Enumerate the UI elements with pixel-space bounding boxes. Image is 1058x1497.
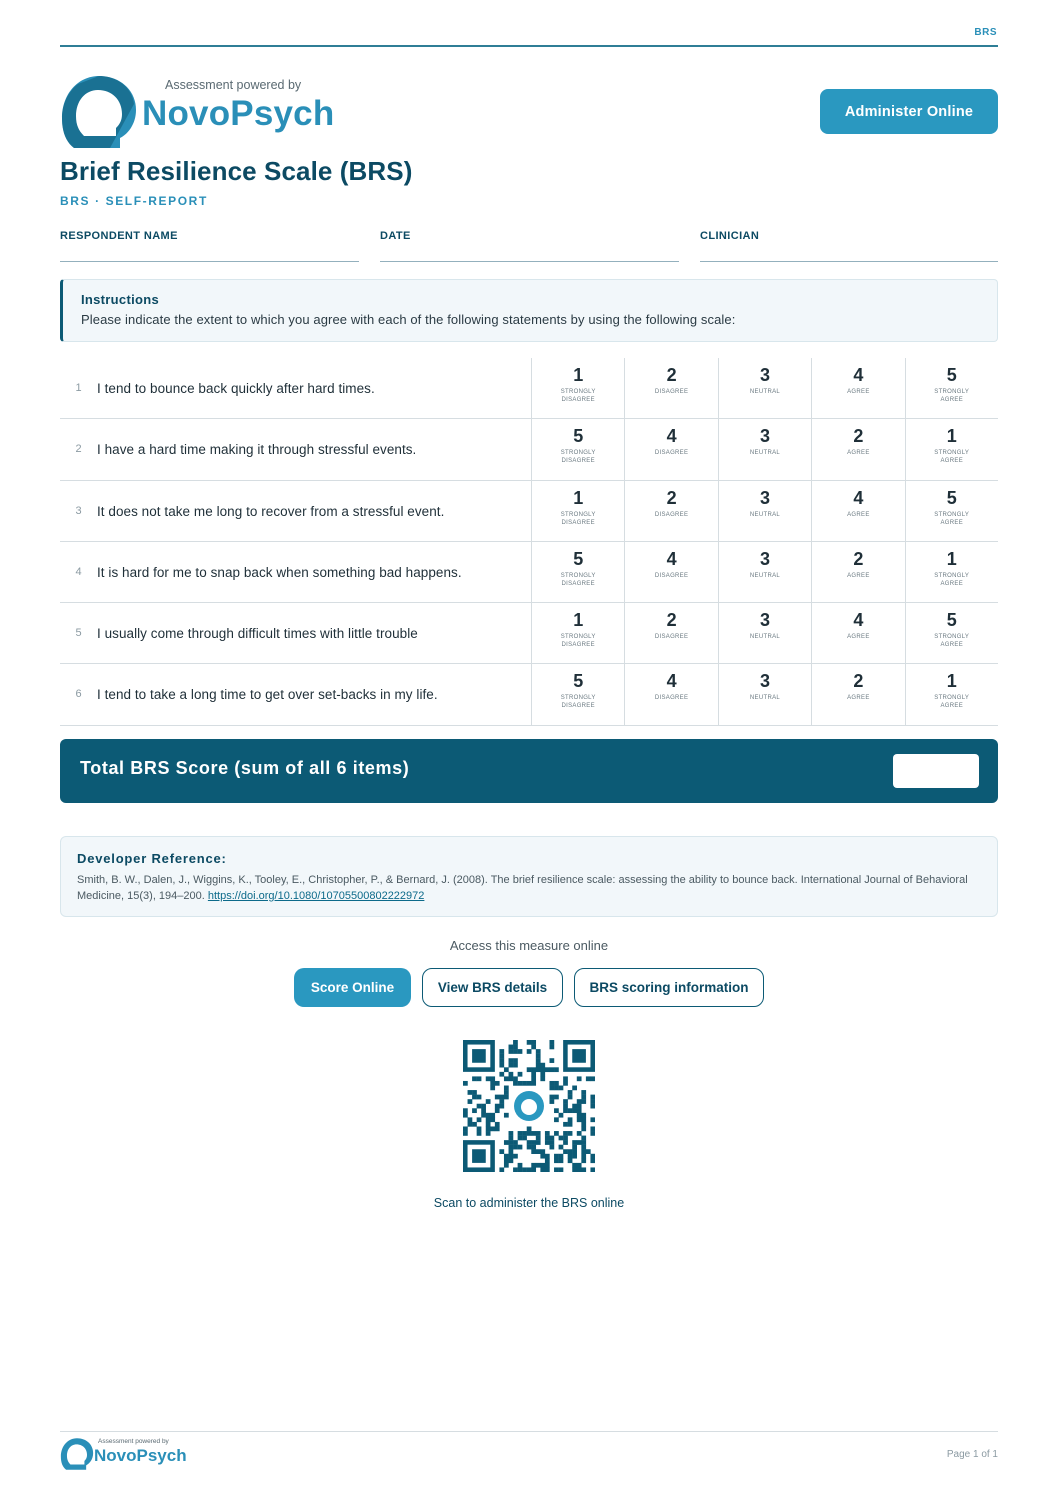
item-statement: I tend to bounce back quickly after hard times. xyxy=(97,381,375,396)
instructions-heading: Instructions xyxy=(81,292,159,307)
option-value: 1 xyxy=(573,610,584,631)
table-row xyxy=(60,358,998,419)
reference-doi-link[interactable]: https://doi.org/10.1080/10705500802222972 xyxy=(207,890,425,902)
score-online-button[interactable]: Score Online xyxy=(294,968,411,1007)
option-value: 2 xyxy=(666,487,677,508)
table-row xyxy=(60,542,998,603)
item-number: 6 xyxy=(75,688,82,701)
option-value: 3 xyxy=(759,671,770,692)
footer-logo xyxy=(60,1437,190,1473)
option-label: DISAGREE xyxy=(654,572,689,579)
item-number: 2 xyxy=(75,443,82,456)
table-row xyxy=(60,603,998,664)
option-value: 5 xyxy=(573,671,584,692)
option-label: AGREE xyxy=(847,389,870,395)
response-option[interactable] xyxy=(718,419,811,479)
table-row xyxy=(60,481,998,542)
respondent-name-label: RESPONDENT NAME xyxy=(60,230,178,242)
item-statement: It is hard for me to snap back when something bad happens. xyxy=(97,564,462,580)
option-value: 1 xyxy=(573,365,584,385)
response-option[interactable] xyxy=(624,358,717,418)
option-label: STRONGLY AGREE xyxy=(934,450,970,465)
response-option[interactable] xyxy=(718,481,811,541)
option-value: 3 xyxy=(759,365,770,385)
response-option[interactable] xyxy=(811,419,904,479)
page-subtitle: BRS · SELF-REPORT xyxy=(60,194,208,208)
response-option[interactable] xyxy=(811,358,904,418)
option-value: 4 xyxy=(853,487,864,508)
option-value: 1 xyxy=(946,671,957,692)
table-row xyxy=(60,419,998,480)
response-option[interactable] xyxy=(624,542,717,602)
footer-divider xyxy=(60,1431,998,1432)
option-value: 2 xyxy=(853,671,864,692)
footer-powered-by: Assessment powered by xyxy=(98,1438,169,1445)
page-number: Page 1 of 1 xyxy=(946,1449,998,1460)
response-option[interactable] xyxy=(531,419,624,479)
option-label: STRONGLY DISAGREE xyxy=(560,634,596,649)
response-option[interactable] xyxy=(905,358,998,418)
response-option[interactable] xyxy=(811,481,904,541)
response-option[interactable] xyxy=(905,481,998,541)
access-online-heading: Access this measure online xyxy=(449,938,609,953)
reference-heading: Developer Reference: xyxy=(77,851,227,866)
option-label: STRONGLY AGREE xyxy=(934,572,970,587)
item-statement: I usually come through difficult times with little trouble xyxy=(97,626,418,642)
page-title: Brief Resilience Scale (BRS) xyxy=(60,156,413,186)
developer-reference xyxy=(60,836,998,917)
date-label: DATE xyxy=(380,230,411,242)
option-label: STRONGLY AGREE xyxy=(934,511,970,526)
response-option[interactable] xyxy=(811,542,904,602)
item-number: 1 xyxy=(75,382,82,394)
total-score-bar xyxy=(60,739,998,803)
option-label: STRONGLY DISAGREE xyxy=(560,572,596,587)
response-option[interactable] xyxy=(531,542,624,602)
table-row xyxy=(60,664,998,725)
response-option[interactable] xyxy=(905,542,998,602)
response-option[interactable] xyxy=(718,542,811,602)
response-option[interactable] xyxy=(718,603,811,663)
option-label: DISAGREE xyxy=(654,634,689,641)
option-label: STRONGLY DISAGREE xyxy=(560,389,596,403)
option-label: STRONGLY DISAGREE xyxy=(560,695,596,710)
option-value: 3 xyxy=(759,487,770,508)
response-option[interactable] xyxy=(624,664,717,724)
option-label: DISAGREE xyxy=(654,450,689,457)
header-divider xyxy=(60,45,998,47)
option-value: 2 xyxy=(853,548,864,569)
response-option[interactable] xyxy=(718,358,811,418)
option-value: 2 xyxy=(666,365,677,385)
option-value: 5 xyxy=(946,487,957,508)
option-value: 1 xyxy=(946,548,957,569)
reference-body xyxy=(77,872,981,904)
option-label: AGREE xyxy=(847,695,870,702)
logo-powered-by: Assessment powered by xyxy=(165,78,302,92)
item-number: 5 xyxy=(75,627,82,640)
total-score-input[interactable] xyxy=(893,754,979,788)
response-option[interactable] xyxy=(905,419,998,479)
option-value: 2 xyxy=(853,426,864,447)
option-label: NEUTRAL xyxy=(749,634,781,641)
option-value: 5 xyxy=(573,426,584,447)
novopsych-logo xyxy=(60,74,340,150)
option-value: 4 xyxy=(666,548,677,569)
option-label: STRONGLY DISAGREE xyxy=(560,511,596,526)
option-value: 4 xyxy=(666,426,677,447)
total-score-label: Total BRS Score (sum of all 6 items) xyxy=(80,758,410,778)
option-label: DISAGREE xyxy=(654,695,689,702)
option-value: 3 xyxy=(759,426,770,447)
response-option[interactable] xyxy=(811,603,904,663)
option-label: NEUTRAL xyxy=(749,389,781,395)
clinician-label: CLINICIAN xyxy=(700,230,760,242)
footer-brand: NovoPsych xyxy=(94,1446,187,1465)
instructions-body: Please indicate the extent to which you agree with each of the following statements by using the following scale: xyxy=(81,312,736,327)
option-value: 5 xyxy=(573,548,584,569)
head-logo-icon xyxy=(60,74,138,150)
option-label: DISAGREE xyxy=(654,389,689,395)
response-option[interactable] xyxy=(624,603,717,663)
date-field[interactable] xyxy=(380,226,679,262)
scoring-information-button[interactable]: BRS scoring information xyxy=(574,968,764,1007)
option-label: AGREE xyxy=(847,634,870,641)
items-table xyxy=(60,358,998,726)
view-details-button[interactable]: View BRS details xyxy=(422,968,563,1007)
option-label: STRONGLY AGREE xyxy=(934,695,970,710)
option-value: 4 xyxy=(853,365,864,385)
option-value: 5 xyxy=(946,610,957,631)
response-option[interactable] xyxy=(718,664,811,724)
option-label: STRONGLY AGREE xyxy=(934,634,970,649)
response-option[interactable] xyxy=(531,664,624,724)
scan-instruction: Scan to administer the BRS online xyxy=(433,1196,625,1210)
option-label: AGREE xyxy=(847,511,870,518)
logo-brand: NovoPsych xyxy=(142,94,335,133)
option-value: 4 xyxy=(853,610,864,631)
option-value: 1 xyxy=(573,487,584,508)
option-label: NEUTRAL xyxy=(749,450,781,457)
response-option[interactable] xyxy=(811,664,904,724)
option-label: STRONGLY AGREE xyxy=(934,389,970,403)
response-option[interactable] xyxy=(531,603,624,663)
option-value: 2 xyxy=(666,610,677,631)
item-number: 4 xyxy=(75,565,82,578)
option-value: 3 xyxy=(759,548,770,569)
option-label: AGREE xyxy=(847,572,870,579)
response-option[interactable] xyxy=(905,664,998,724)
administer-online-button[interactable]: Administer Online xyxy=(820,89,998,134)
option-label: NEUTRAL xyxy=(749,695,781,702)
clinician-field[interactable] xyxy=(700,226,998,262)
item-number: 3 xyxy=(75,504,82,517)
option-label: AGREE xyxy=(847,450,870,457)
option-value: 5 xyxy=(946,365,957,385)
response-option[interactable] xyxy=(624,481,717,541)
reference-citation: Smith, B. W., Dalen, J., Wiggins, K., Tooley, E., Christopher, P., & Bernard, J. (2008). The brief resilience scale: assessing the ability to bounce back. International Journal of Behavioral Medicine, 15(3), 194–200. xyxy=(77,874,968,902)
response-option[interactable] xyxy=(531,358,624,418)
response-option[interactable] xyxy=(624,419,717,479)
qr-code-icon[interactable] xyxy=(463,1040,595,1172)
option-label: NEUTRAL xyxy=(749,511,781,518)
option-label: NEUTRAL xyxy=(749,572,781,579)
item-statement: It does not take me long to recover from a stressful event. xyxy=(97,503,445,519)
response-option[interactable] xyxy=(531,481,624,541)
header-tag: BRS xyxy=(974,27,997,38)
option-label: DISAGREE xyxy=(654,511,689,518)
respondent-name-field[interactable] xyxy=(60,226,359,262)
item-statement: I tend to take a long time to get over set-backs in my life. xyxy=(97,687,438,703)
option-value: 1 xyxy=(946,426,957,447)
instructions-box xyxy=(60,279,998,342)
option-value: 3 xyxy=(759,610,770,631)
option-label: STRONGLY DISAGREE xyxy=(560,450,596,465)
head-logo-icon xyxy=(60,1437,94,1471)
option-value: 4 xyxy=(666,671,677,692)
item-statement: I have a hard time making it through stressful events. xyxy=(97,442,417,458)
response-option[interactable] xyxy=(905,603,998,663)
